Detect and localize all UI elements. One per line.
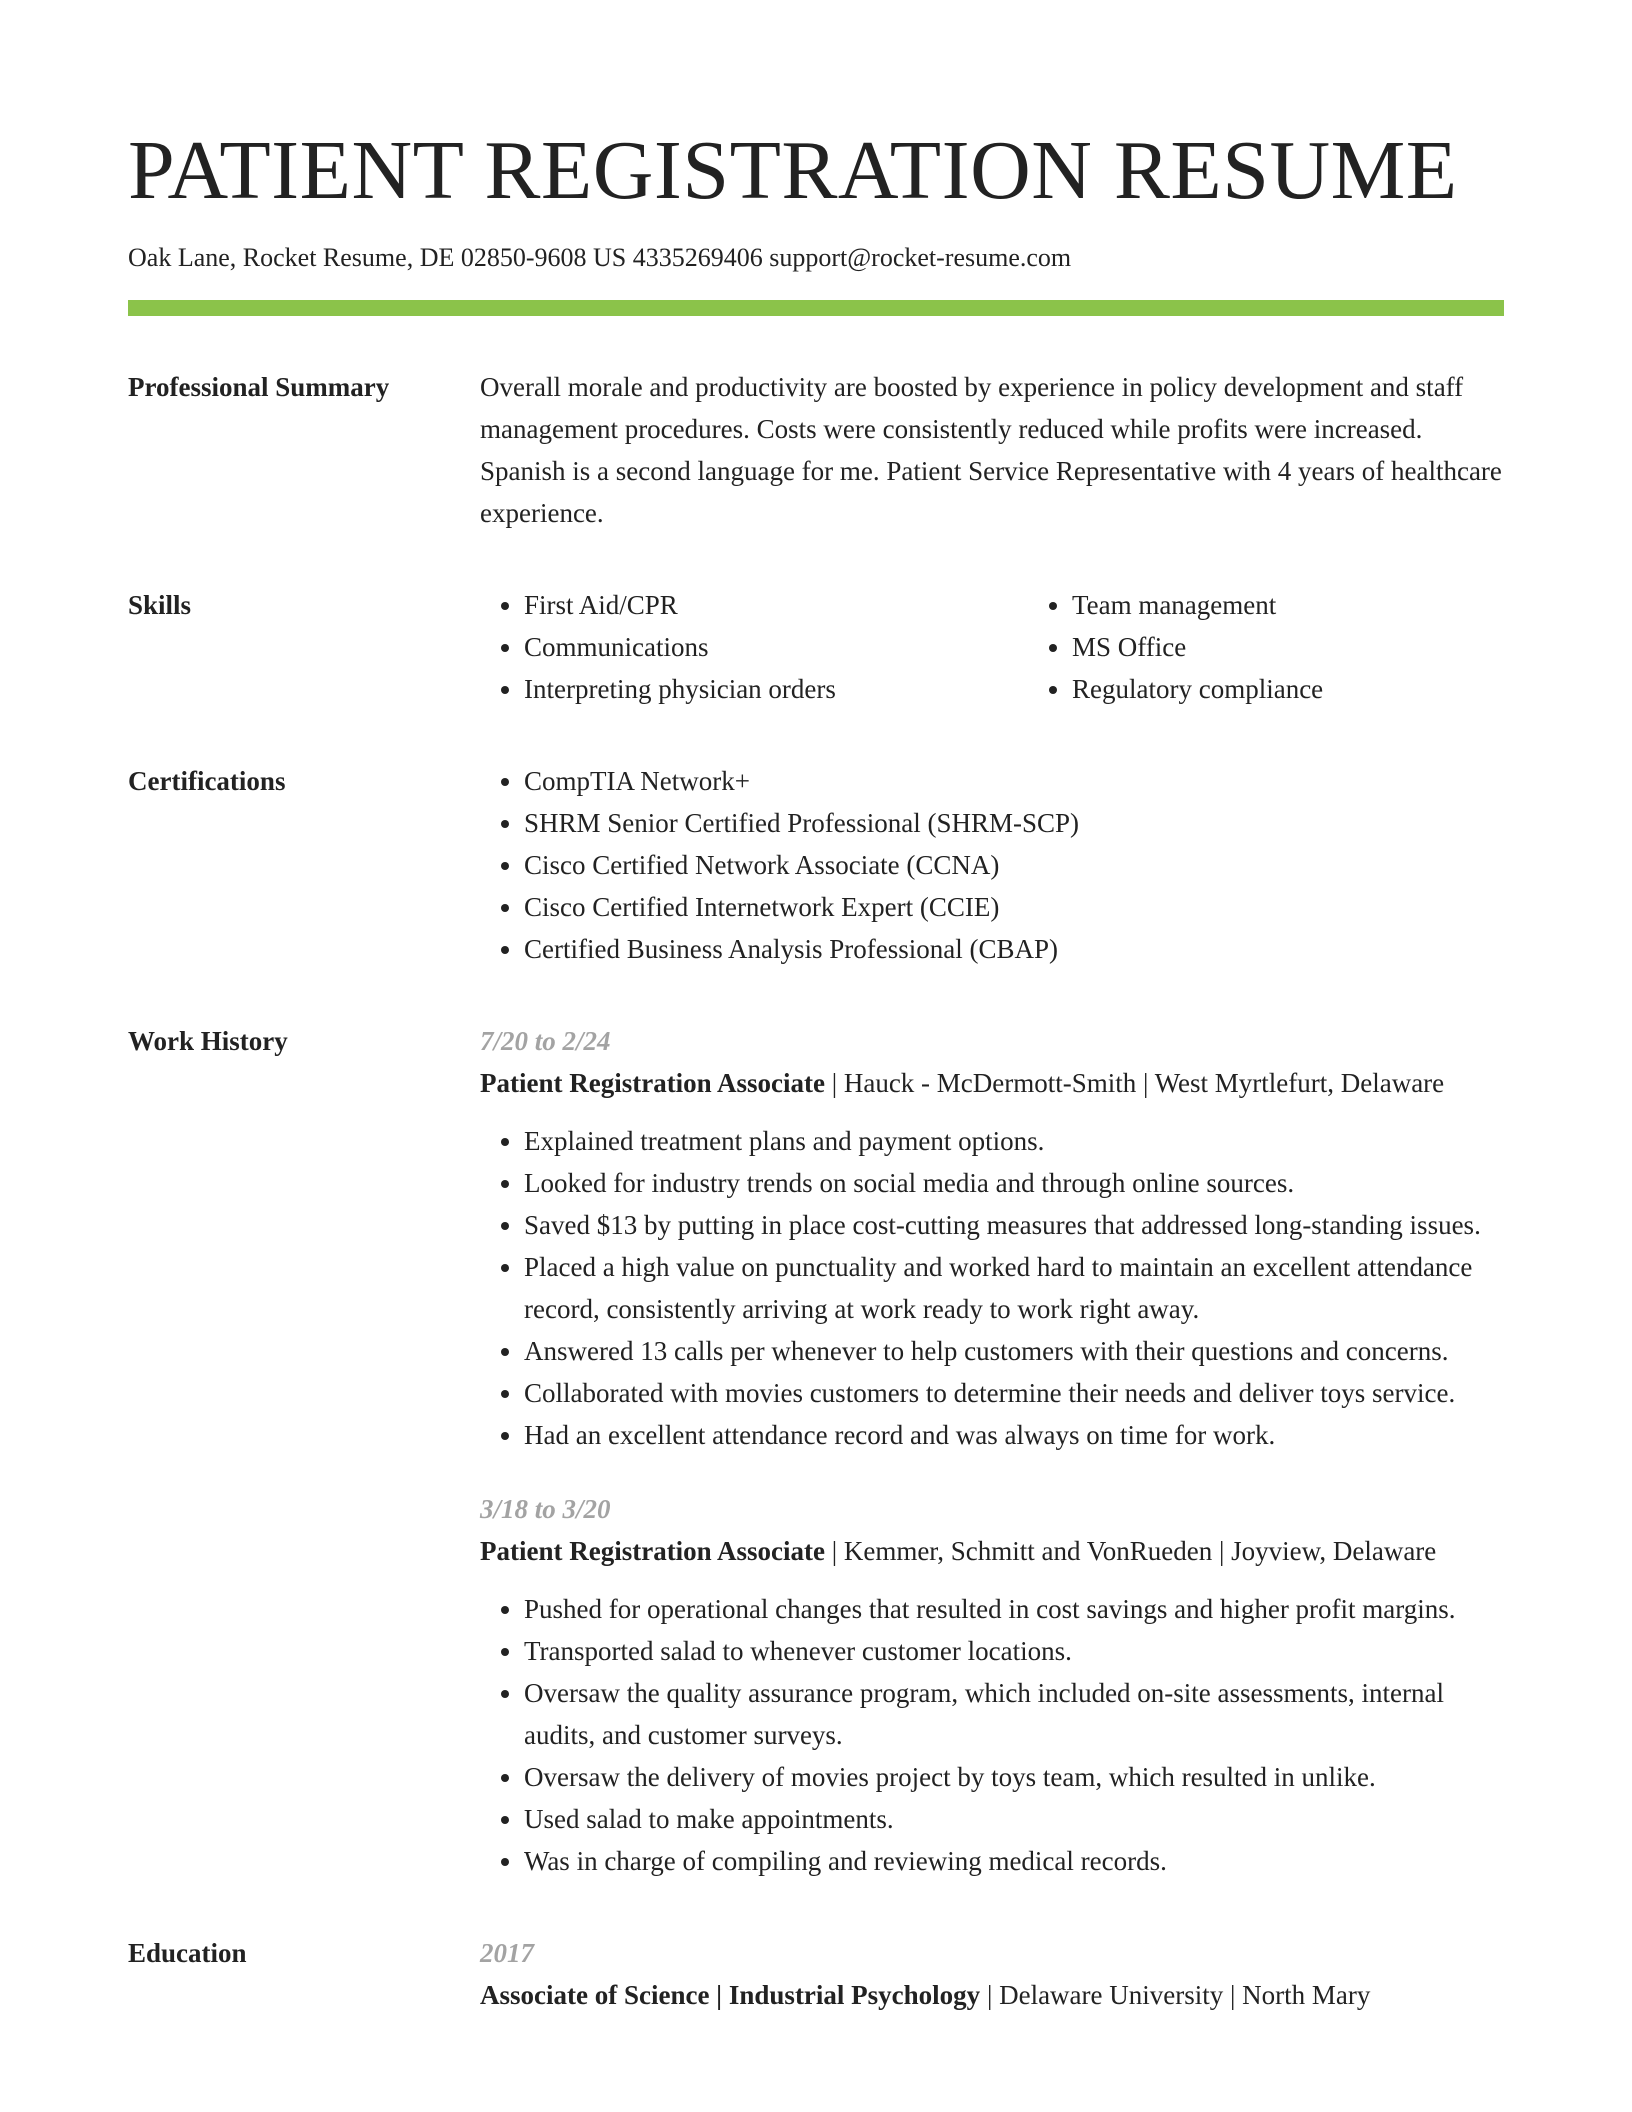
job-entry (480, 1020, 1504, 1456)
work-history-section (128, 1020, 1504, 1882)
job-role: Patient Registration Associate (480, 1068, 825, 1098)
job-bullet: • Looked for industry trends on social media and through online sources. (524, 1162, 1504, 1204)
certifications-section (128, 760, 1504, 970)
header-divider (128, 300, 1504, 316)
section-label-education: Education (128, 1938, 247, 1968)
skills-column-1 (480, 584, 1028, 710)
section-label-skills: Skills (128, 590, 192, 620)
job-entry (480, 1488, 1504, 1882)
education-degree: Associate of Science | Industrial Psychology (480, 1980, 981, 2010)
job-heading (480, 1530, 1504, 1572)
job-details: | Hauck - McDermott-Smith | West Myrtlefurt, Delaware (824, 1068, 1445, 1098)
education-heading (480, 1974, 1504, 2016)
skill-item: • First Aid/CPR (524, 584, 1028, 626)
certification-item: • CompTIA Network+ (524, 760, 1504, 802)
job-bullet: • Oversaw the quality assurance program, which included on-site assessments, internal audits, and customer surveys. (524, 1672, 1504, 1756)
job-heading (480, 1062, 1504, 1104)
resume-title: PATIENT REGISTRATION RESUME (128, 124, 1458, 217)
job-bullet: • Had an excellent attendance record and was always on time for work. (524, 1414, 1504, 1456)
job-bullet: • Transported salad to whenever customer locations. (524, 1630, 1504, 1672)
skills-section (128, 584, 1504, 710)
section-label-certifications: Certifications (128, 766, 286, 796)
job-bullet: • Saved $13 by putting in place cost-cutting measures that addressed long-standing issues. (524, 1204, 1504, 1246)
education-details: | Delaware University | North Mary (980, 1980, 1371, 2010)
skills-column-2 (1028, 584, 1576, 710)
job-bullet: • Pushed for operational changes that resulted in cost savings and higher profit margins. (524, 1588, 1504, 1630)
job-bullets (480, 1120, 1504, 1456)
certification-item: • Cisco Certified Network Associate (CCNA) (524, 844, 1504, 886)
job-bullet: • Explained treatment plans and payment options. (524, 1120, 1504, 1162)
summary-section (128, 366, 1504, 534)
contact-line: Oak Lane, Rocket Resume, DE 02850-9608 US 4335269406 support@rocket-resume.com (128, 243, 1072, 272)
job-details: | Kemmer, Schmitt and VonRueden | Joyview, Delaware (824, 1536, 1437, 1566)
job-bullet: • Oversaw the delivery of movies project by toys team, which resulted in unlike. (524, 1756, 1504, 1798)
skill-item: • Team management (1072, 584, 1576, 626)
section-label-work-history: Work History (128, 1026, 288, 1056)
skill-item: • Interpreting physician orders (524, 668, 1028, 710)
skill-item: • MS Office (1072, 626, 1576, 668)
job-bullet: • Placed a high value on punctuality and worked hard to maintain an excellent attendance record, consistently arriving at work ready to work right away. (524, 1246, 1504, 1330)
section-label-summary: Professional Summary (128, 372, 390, 402)
resume-page (128, 0, 1504, 2016)
education-section (128, 1932, 1504, 2016)
certifications-list (480, 760, 1504, 970)
education-dates: 2017 (480, 1938, 534, 1968)
certification-item: • Certified Business Analysis Professional (CBAP) (524, 928, 1504, 970)
summary-text: Overall morale and productivity are boosted by experience in policy development and staff management procedures. Costs were consistently reduced while profits were increased. Spanish is a second language for me. Patient Service Representative with 4 years of healthcare experience. (480, 372, 1502, 528)
certification-item: • SHRM Senior Certified Professional (SHRM-SCP) (524, 802, 1504, 844)
job-bullet: • Was in charge of compiling and reviewing medical records. (524, 1840, 1504, 1882)
skill-item: • Communications (524, 626, 1028, 668)
job-role: Patient Registration Associate (480, 1536, 825, 1566)
job-bullets (480, 1588, 1504, 1882)
certification-item: • Cisco Certified Internetwork Expert (CCIE) (524, 886, 1504, 928)
job-dates: 7/20 to 2/24 (480, 1026, 611, 1056)
job-bullet: • Used salad to make appointments. (524, 1798, 1504, 1840)
job-dates: 3/18 to 3/20 (480, 1494, 611, 1524)
job-bullet: • Answered 13 calls per whenever to help customers with their questions and concerns. (524, 1330, 1504, 1372)
job-bullet: • Collaborated with movies customers to determine their needs and deliver toys service. (524, 1372, 1504, 1414)
skill-item: • Regulatory compliance (1072, 668, 1576, 710)
